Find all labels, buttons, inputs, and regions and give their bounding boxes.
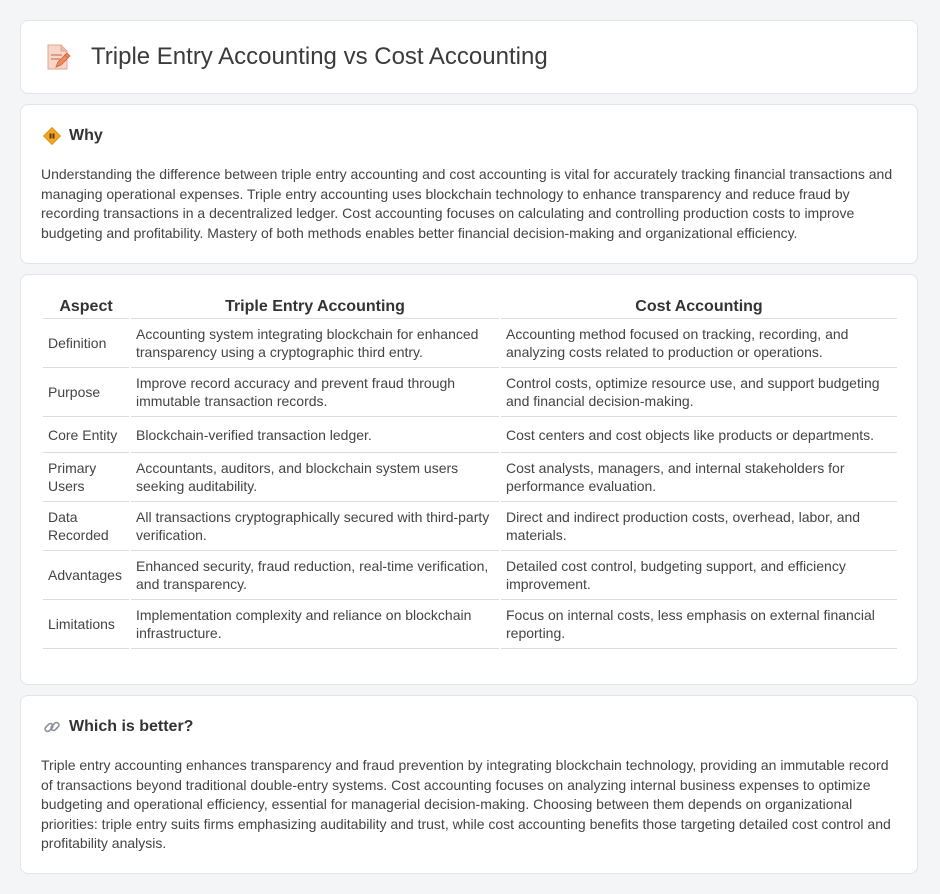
table-row	[43, 600, 897, 649]
table-row	[43, 417, 897, 453]
table-row	[43, 368, 897, 417]
row-aspect: Core Entity	[43, 417, 129, 453]
row-triple-entry: Blockchain-verified transaction ledger.	[131, 417, 499, 453]
row-cost-accounting: Focus on internal costs, less emphasis on external financial reporting.	[501, 600, 897, 649]
row-aspect: Primary Users	[43, 453, 129, 502]
document-pen-icon	[45, 43, 71, 71]
which-is-better-heading: Which is better?	[69, 718, 194, 735]
comparison-table-card	[20, 274, 918, 685]
row-cost-accounting: Cost analysts, managers, and internal stakeholders for performance evaluation.	[501, 453, 897, 502]
table-row	[43, 453, 897, 502]
row-cost-accounting: Cost centers and cost objects like products or departments.	[501, 417, 897, 453]
which-is-better-body: Triple entry accounting enhances transparency and fraud prevention by integrating blockchain technology, providing an immutable record of transactions beyond traditional double-entry systems. Cost accounting focuses on analyzing internal business expenses to optimize budgeting and operational efficiency, essential for managerial decision-making. Choosing between them depends on organizational priorities: triple entry suits firms emphasizing auditability and trust, while cost accounting benefits those targeting detailed cost control and profitability analysis.	[41, 757, 891, 851]
table-row	[43, 551, 897, 600]
row-cost-accounting: Accounting method focused on tracking, recording, and analyzing costs related to production or operations.	[501, 319, 897, 368]
header-cost-accounting: Cost Accounting	[501, 295, 897, 319]
row-aspect: Purpose	[43, 368, 129, 417]
table-row	[43, 502, 897, 551]
row-aspect: Definition	[43, 319, 129, 368]
why-heading: Why	[69, 127, 103, 144]
header-triple-entry: Triple Entry Accounting	[131, 295, 499, 319]
table-row	[43, 319, 897, 368]
page-title: Triple Entry Accounting vs Cost Accounting	[91, 43, 548, 70]
row-triple-entry: All transactions cryptographically secured with third-party verification.	[131, 502, 499, 551]
header-aspect: Aspect	[43, 295, 129, 319]
row-aspect: Limitations	[43, 600, 129, 649]
row-triple-entry: Implementation complexity and reliance on blockchain infrastructure.	[131, 600, 499, 649]
row-aspect: Advantages	[43, 551, 129, 600]
table-header-row	[43, 295, 897, 319]
row-aspect: Data Recorded	[43, 502, 129, 551]
why-body: Understanding the difference between triple entry accounting and cost accounting is vital for accurately tracking financial transactions and managing operational expenses. Triple entry accounting uses blockchain technology to enhance transparency and reduce fraud by recording transactions in a decentralized ledger. Cost accounting focuses on calculating and controlling production costs to improve budgeting and profitability. Mastery of both methods enables better financial decision-making and organizational efficiency.	[41, 166, 893, 241]
header-card	[20, 20, 918, 94]
row-cost-accounting: Control costs, optimize resource use, and support budgeting and financial decision-making.	[501, 368, 897, 417]
comparison-table	[41, 295, 899, 649]
which-is-better-section	[20, 695, 918, 874]
link-icon	[43, 718, 61, 736]
row-triple-entry: Accounting system integrating blockchain for enhanced transparency using a cryptographic third entry.	[131, 319, 499, 368]
why-section	[20, 104, 918, 264]
row-triple-entry: Improve record accuracy and prevent fraud through immutable transaction records.	[131, 368, 499, 417]
row-triple-entry: Enhanced security, fraud reduction, real-time verification, and transparency.	[131, 551, 499, 600]
row-cost-accounting: Direct and indirect production costs, overhead, labor, and materials.	[501, 502, 897, 551]
row-triple-entry: Accountants, auditors, and blockchain system users seeking auditability.	[131, 453, 499, 502]
row-cost-accounting: Detailed cost control, budgeting support, and efficiency improvement.	[501, 551, 897, 600]
diamond-signpost-icon	[43, 127, 61, 145]
